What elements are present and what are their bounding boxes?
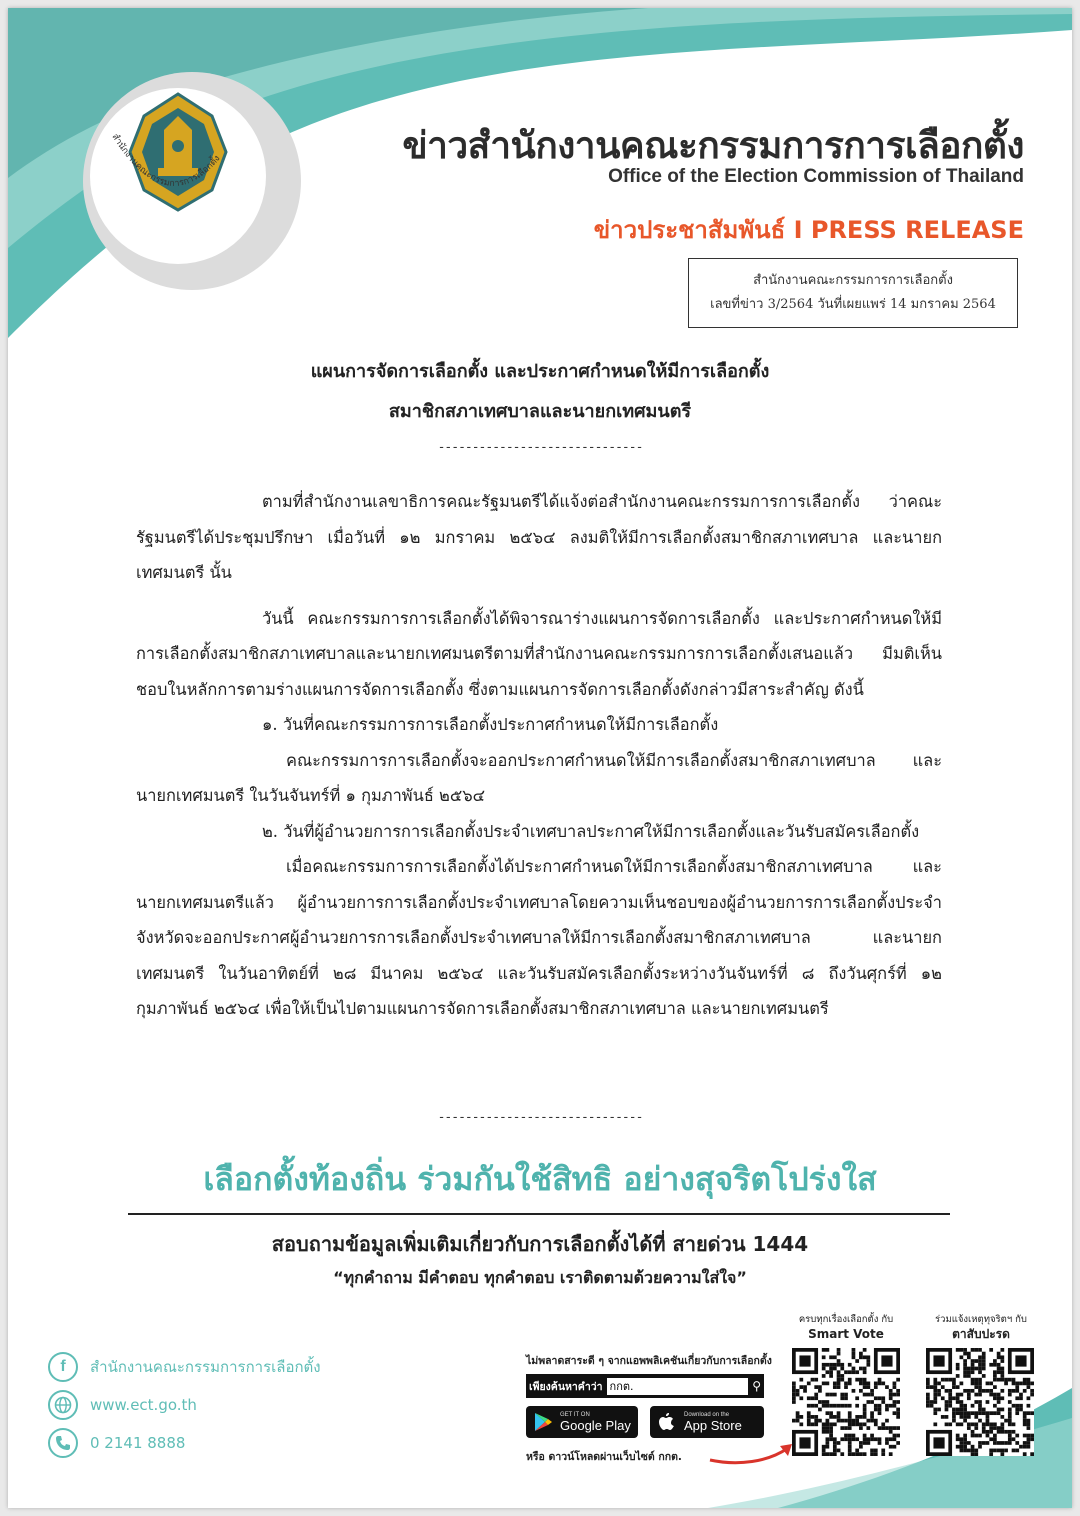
qr-tasapparot-caption-text: ร่วมแจ้งเหตุทุจริตฯ กับ	[935, 1314, 1027, 1325]
phone-icon	[48, 1428, 78, 1458]
document-title-line2: สมาชิกสภาเทศบาลและนายกเทศมนตรี	[388, 401, 692, 422]
apple-icon	[656, 1411, 678, 1433]
footer-rule	[128, 1213, 950, 1215]
search-field[interactable]: กกต.	[607, 1378, 749, 1395]
info-line-office: สำนักงานคณะกรรมการการเลือกตั้ง	[753, 273, 953, 288]
separator-top: ------------------------------	[437, 440, 643, 455]
info-line-number-date: เลขที่ข่าว 3/2564 วันที่เผยแพร่ 14 มกราคม 2564	[710, 297, 996, 312]
download-note: หรือ ดาวน์โหลดผ่านเว็บไซต์ กกต.	[526, 1451, 682, 1463]
website-contact[interactable]	[48, 1390, 197, 1420]
qr-tasapparot-name: ตาสับปะรด	[952, 1327, 1010, 1341]
svg-text:สำนักงานคณะกรรมการการเลือกตั้ง: สำนักงานคณะกรรมการการเลือกตั้ง	[109, 132, 223, 190]
press-release-label: ข่าวประชาสัมพันธ์ I PRESS RELEASE	[593, 216, 1024, 244]
news-info-box	[688, 258, 1018, 328]
website-label: www.ect.go.th	[90, 1396, 197, 1414]
phone-contact[interactable]	[48, 1428, 185, 1458]
google-play-button[interactable]	[526, 1406, 638, 1438]
org-title-thai: ข่าวสำนักงานคณะกรรมการการเลือกตั้ง	[402, 124, 1024, 167]
qr-code-smartvote[interactable]	[792, 1348, 900, 1456]
qr-smartvote-caption-text: ครบทุกเรื่องเลือกตั้ง กับ	[798, 1314, 894, 1325]
app-store-button[interactable]	[650, 1406, 764, 1438]
search-icon[interactable]: ⚲	[752, 1379, 761, 1393]
campaign-slogan: เลือกตั้งท้องถิ่น ร่วมกันใช้สิทธิ อย่างสุจริตโปร่งใส	[203, 1160, 877, 1198]
item-1-body: คณะกรรมการการเลือกตั้งจะออกประกาศกำหนดให้มีการเลือกตั้งสมาชิกสภาเทศบาล และนายกเทศมนตรี ในวันจันทร์ที่ ๑ กุมภาพันธ์ ๒๕๖๔	[136, 750, 942, 805]
app-search-bar[interactable]	[526, 1374, 764, 1398]
phone-label: 0 2141 8888	[90, 1434, 186, 1452]
qr-tasapparot-caption	[918, 1312, 1044, 1343]
item-2-heading: ๒. วันที่ผู้อำนวยการการเลือกตั้งประจำเทศบาลประกาศให้มีการเลือกตั้งและวันรับสมัครเลือกตั้ง	[262, 821, 920, 841]
facebook-label: สำนักงานคณะกรรมการการเลือกตั้ง	[90, 1358, 321, 1376]
facebook-icon: f	[48, 1352, 78, 1382]
red-arrow-icon	[708, 1438, 798, 1468]
item-1-heading: ๑. วันที่คณะกรรมการการเลือกตั้งประกาศกำหนดให้มีการเลือกตั้ง	[262, 715, 719, 734]
logo-arc-text	[104, 126, 244, 216]
google-play-icon	[532, 1411, 554, 1433]
org-title-english: Office of the Election Commission of Thailand	[608, 166, 1024, 187]
qr-smartvote-name: Smart Vote	[808, 1327, 884, 1341]
google-play-small: GET IT ON	[560, 1411, 590, 1418]
app-store-big: App Store	[684, 1417, 742, 1433]
globe-icon	[48, 1390, 78, 1420]
paragraph-2: วันนี้ คณะกรรมการการเลือกตั้งได้พิจารณาร่างแผนการจัดการเลือกตั้ง และประกาศกำหนดให้มีการเลือกตั้งสมาชิกสภาเทศบาลและนายกเทศมนตรีตามที่สำนักงานคณะกรรมการการเลือกตั้งเสนอแล้ว มีมติเห็นชอบในหลักการตามร่างแผนการจัดการเลือกตั้ง ซึ่งตามแผนการจัดการเลือกตั้งดังกล่าวมีสาระสำคัญ ดังนี้	[136, 608, 942, 699]
qr-code-tasapparot[interactable]	[926, 1348, 1034, 1456]
hotline-text: สอบถามข้อมูลเพิ่มเติมเกี่ยวกับการเลือกตั้งได้ที่ สายด่วน 1444	[271, 1232, 809, 1256]
google-play-big: Google Play	[560, 1417, 631, 1433]
item-2-body: เมื่อคณะกรรมการการเลือกตั้งได้ประกาศกำหนดให้มีการเลือกตั้งสมาชิกสภาเทศบาล และนายกเทศมนตรีแล้ว ผู้อำนวยการการเลือกตั้งประจำเทศบาลโดยความเห็นชอบของผู้อำนวยการการเลือกตั้งประจำจังหวัดจะออกประกาศผู้อำนวยการการเลือกตั้งประจำเทศบาลให้มีการเลือกตั้งสมาชิกสภาเทศบาล และนายกเทศมนตรี ในวันอาทิตย์ที่ ๒๘ มีนาคม ๒๕๖๔ และวันรับสมัครเลือกตั้งระหว่างวันจันทร์ที่ ๘ ถึงวันศุกร์ที่ ๑๒ กุมภาพันธ์ ๒๕๖๔ เพื่อให้เป็นไปตามแผนการจัดการเลือกตั้งสมาชิกสภาเทศบาล และนายกเทศมนตรี	[136, 857, 942, 1018]
hotline-quote: “ทุกคำถาม มีคำตอบ ทุกคำตอบ เราติดตามด้วยความใส่ใจ”	[333, 1268, 747, 1287]
app-promo-text: ไม่พลาดสาระดี ๆ จากแอพพลิเคชันเกี่ยวกับการเลือกตั้ง	[526, 1355, 772, 1367]
document-body	[136, 484, 942, 1027]
facebook-contact[interactable]	[48, 1352, 321, 1382]
press-release-sheet	[8, 8, 1072, 1508]
separator-bottom: ------------------------------	[437, 1110, 643, 1125]
paragraph-1: ตามที่สำนักงานเลขาธิการคณะรัฐมนตรีได้แจ้งต่อสำนักงานคณะกรรมการการเลือกตั้ง ว่าคณะรัฐมนตรีได้ประชุมปรึกษา เมื่อวันที่ ๑๒ มกราคม ๒๕๖๔ ลงมติให้มีการเลือกตั้งสมาชิกสภาเทศบาล และนายกเทศมนตรี นั้น	[136, 492, 942, 582]
search-label: เพียงค้นหาคำว่า	[529, 1380, 603, 1393]
document-title-line1: แผนการจัดการเลือกตั้ง และประกาศกำหนดให้มีการเลือกตั้ง	[310, 361, 770, 382]
app-store-small: Download on the	[684, 1411, 730, 1418]
qr-smartvote-caption	[782, 1312, 910, 1343]
